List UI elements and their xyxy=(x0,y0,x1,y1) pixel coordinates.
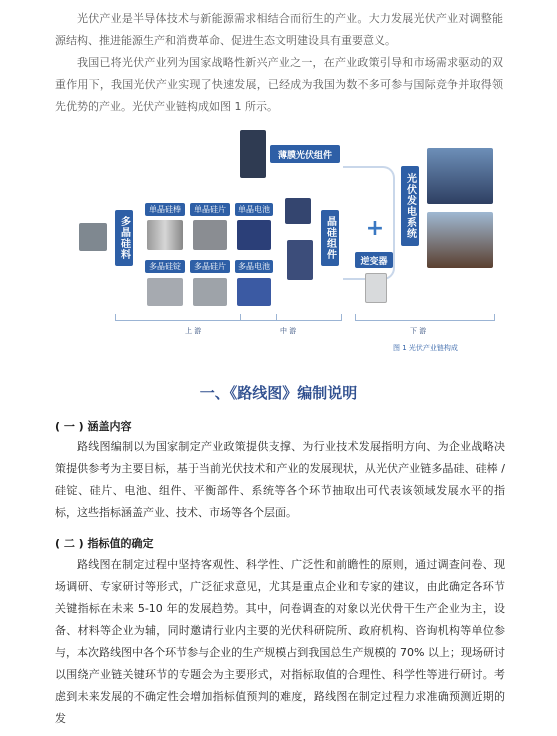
midstream-bracket xyxy=(240,314,342,321)
crystalline-module-box: 晶硅组件 xyxy=(321,210,339,266)
pv-industry-chain-diagram xyxy=(75,128,495,338)
downstream-bracket xyxy=(355,314,495,321)
multi-wafer-image xyxy=(193,278,227,306)
module-image-1 xyxy=(285,198,311,224)
intro-paragraph-2: 我国已将光伏产业列为国家战略性新兴产业之一，在产业政策引导和市场需求驱动的双重作用下，我国光伏产业实现了快速发展，已经成为我国为数不多可参与国际竞争并取得领先优势的产业。光伏产业链构成如图 1 所示。 xyxy=(55,56,503,113)
pv-system-box: 光伏发电系统 xyxy=(401,166,419,246)
plus-sign: + xyxy=(365,215,385,241)
multi-cell-label: 多晶电池 xyxy=(235,260,273,273)
inverter-image xyxy=(365,273,387,303)
solar-farm-image xyxy=(427,148,493,204)
downstream-label: 下 游 xyxy=(410,327,427,335)
intro-paragraph-1: 光伏产业是半导体技术与新能源需求相结合而衍生的产业。大力发展光伏产业对调整能源结构、推进能源生产和消费革命、促进生态文明建设具有重要意义。 xyxy=(55,12,503,47)
mono-wafer-image xyxy=(193,220,227,250)
multi-ingot-label: 多晶硅锭 xyxy=(145,260,185,273)
mono-cell-label: 单晶电池 xyxy=(235,203,273,216)
midstream-label: 中 游 xyxy=(280,327,297,335)
polysilicon-box: 多晶硅料 xyxy=(115,210,133,266)
mono-wafer-label: 单晶硅片 xyxy=(190,203,230,216)
mono-ingot-label: 单晶硅棒 xyxy=(145,203,185,216)
subsection-heading-1: ( 一 ) 涵盖内容 xyxy=(55,420,132,433)
upstream-label: 上 游 xyxy=(185,327,202,335)
subsection-body-1: 路线图编制以为国家制定产业政策提供支撑、为行业技术发展指明方向、为企业战略决策提供参考为主要目标，基于当前光伏技术和产业的发展现状，从光伏产业链多晶硅、硅棒 / 硅锭、硅片、电池、组件、平衡部件、系统等各个环节抽取出可代表该领域发展水平的指标，这些指标涵盖产业、技术、市场等各个层面。 xyxy=(55,440,505,519)
polysilicon-image xyxy=(79,223,107,251)
inverter-box: 逆变器 xyxy=(355,252,393,268)
mono-cell-image xyxy=(237,220,271,250)
figure-caption: 图 1 光伏产业链构成 xyxy=(393,344,458,352)
intro-text xyxy=(55,8,503,118)
section-title: 一、《路线图》编制说明 xyxy=(199,384,358,402)
mono-ingot-image xyxy=(147,220,183,250)
multi-wafer-label: 多晶硅片 xyxy=(190,260,230,273)
thin-film-module-box: 薄膜光伏组件 xyxy=(270,145,340,163)
thin-film-image xyxy=(240,130,266,178)
rooftop-pv-image xyxy=(427,212,493,268)
subsection-body-2: 路线图在制定过程中坚持客观性、科学性、广泛性和前瞻性的原则，通过调查问卷、现场调研、专家研讨等形式，广泛征求意见，尤其是重点企业和专家的建议，由此确定各环节关键指标在未来 5-10 年的发展趋势。其中，问卷调查的对象以光伏骨干生产企业为主，设备、材料等企业为辅，同时邀请行业内主要的光伏科研院所、政府机构、咨询机构等单位参与，本次路线图中各个环节参与企业的生产规模占到我国总生产规模的 70% 以上；现场研讨以围绕产业链关键环节的专题会为主要形式，对指标取值的合理性、科学性等进行研讨。考虑到未来发展的不确定性会增加指标值预判的难度，路线图在制定过程力求准确预测近期的发 xyxy=(55,558,505,725)
subsection-heading-2: ( 二 ) 指标值的确定 xyxy=(55,537,154,550)
multi-ingot-image xyxy=(147,278,183,306)
multi-cell-image xyxy=(237,278,271,306)
module-image-2 xyxy=(287,240,313,280)
